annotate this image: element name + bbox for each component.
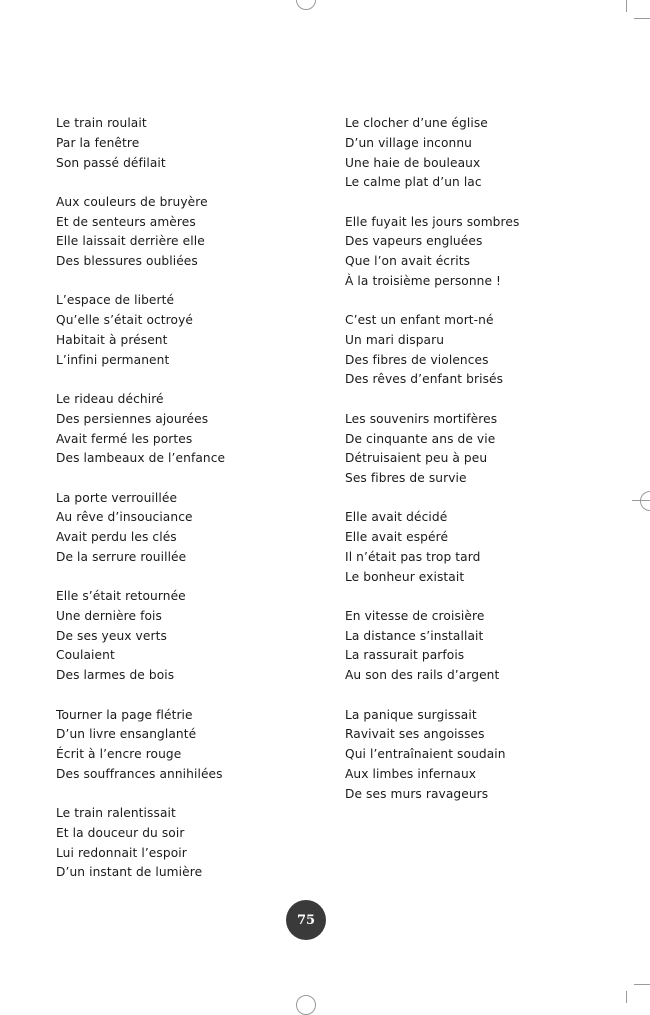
stanza [345,508,635,587]
crop-mark-bottom-right-vertical [626,991,627,1003]
poem-line: Que l’on avait écrits [345,254,471,269]
poem-line: De ses yeux verts [56,628,167,643]
poem-line: Avait perdu les clés [56,530,177,545]
poem-line: La porte verrouillée [56,490,178,505]
poem-line: Ravivait ses angoisses [345,727,485,742]
poem-line: Au rêve d’insouciance [56,510,193,525]
registration-mark-bottom [296,995,316,1015]
poem-line: La rassurait parfois [345,648,465,663]
poem-line: La panique surgissait [345,707,477,722]
stanza [345,311,635,390]
poem-line: Aux limbes infernaux [345,766,477,781]
poem-line: Elle fuyait les jours sombres [345,214,520,229]
poem-line: D’un village inconnu [345,135,472,150]
poem-line: À la troisième personne ! [345,273,502,288]
poem-line: Un mari disparu [345,332,445,347]
poem-line: D’un livre ensanglanté [56,727,197,742]
poem-line: L’infini permanent [56,352,170,367]
crop-mark-bottom-right-horizontal [634,984,650,985]
stanza [56,291,306,370]
poem-line: Écrit à l’encre rouge [56,747,182,762]
poem-line: Coulaient [56,648,115,663]
poem-line: Ses fibres de survie [345,471,467,486]
poem-line: Des lambeaux de l’enfance [56,451,226,466]
poem-line: Détruisaient peu à peu [345,451,488,466]
poem-line: C’est un enfant mort-né [345,313,494,328]
poem-line: Par la fenêtre [56,135,140,150]
poem-line: L’espace de liberté [56,293,175,308]
poem-line: Son passé défilait [56,155,166,170]
crop-mark-top-right-horizontal [634,18,650,19]
registration-mark-right [640,491,650,511]
poem-line: Le clocher d’une église [345,116,488,130]
stanza [56,193,306,272]
poem-line: La distance s’installait [345,628,484,643]
poem-line: De cinquante ans de vie [345,431,496,446]
poem-line: De ses murs ravageurs [345,786,489,801]
stanza [56,587,306,686]
poem-line: Des vapeurs engluées [345,234,483,249]
stanza [345,607,635,686]
poem-line: Qu’elle s’était octroyé [56,313,193,328]
poem-line: Elle laissait derrière elle [56,234,205,249]
poem-line: D’un instant de lumière [56,865,203,880]
poem-line: Une dernière fois [56,608,162,623]
poem-line: Les souvenirs mortifères [345,411,498,426]
poem-line: Et la douceur du soir [56,825,185,840]
poem-line: Il n’était pas trop tard [345,549,481,564]
poem-line: Et de senteurs amères [56,214,196,229]
stanza [345,706,635,805]
poem-line: Lui redonnait l’espoir [56,845,187,860]
poem-line: Le calme plat d’un lac [345,175,482,190]
poem-line: Aux couleurs de bruyère [56,194,208,209]
poem-line: Le train ralentissait [56,806,176,821]
crop-mark-top-right-vertical [626,0,627,12]
poem-line: Des persiennes ajourées [56,411,209,426]
poem-line: Elle avait décidé [345,510,448,525]
poem-right-column [345,114,635,824]
page-number-badge: 75 [286,900,326,940]
poem-line: Elle s’était retournée [56,589,186,604]
poem-line: Qui l’entraînaient soudain [345,747,506,762]
stanza [56,804,306,883]
poem-line: Une haie de bouleaux [345,155,481,170]
poem-line: En vitesse de croisière [345,608,485,623]
poem-line: Des rêves d’enfant brisés [345,372,504,387]
poem-line: Des souffrances annihilées [56,766,223,781]
registration-mark-top [296,0,316,10]
poem-line: Le bonheur existait [345,569,465,584]
stanza [56,390,306,469]
poem-line: Tourner la page flétrie [56,707,193,722]
stanza [345,213,635,292]
stanza [56,114,306,173]
poem-line: Le train roulait [56,116,147,130]
poem-line: Des larmes de bois [56,668,175,683]
poem-line: Au son des rails d’argent [345,668,500,683]
poem-line: Habitait à présent [56,332,168,347]
poem-line: De la serrure rouillée [56,549,187,564]
stanza [56,706,306,785]
poem-line: Le rideau déchiré [56,392,164,407]
poem-line: Des blessures oubliées [56,254,198,269]
stanza [56,489,306,568]
stanza [345,114,635,193]
poem-left-column [56,114,306,903]
poem-line: Des fibres de violences [345,352,489,367]
poem-line: Avait fermé les portes [56,431,193,446]
poem-line: Elle avait espéré [345,530,449,545]
stanza [345,410,635,489]
